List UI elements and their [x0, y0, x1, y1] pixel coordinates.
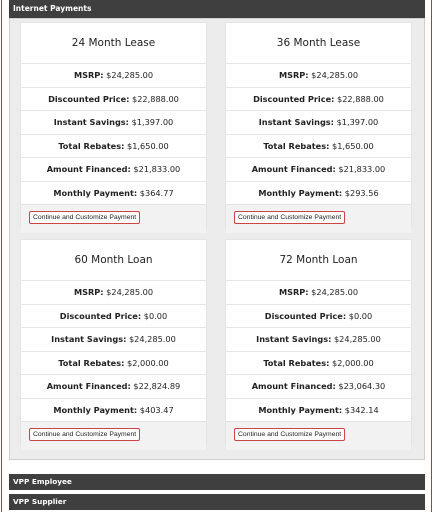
row-label: Total Rebates:	[58, 140, 125, 151]
amount-financed-row	[21, 374, 206, 398]
monthly-payment-row	[226, 398, 411, 422]
row-label: Instant Savings:	[258, 117, 334, 127]
card-footer	[226, 421, 411, 450]
frame-border-left	[1, 0, 2, 512]
amount-financed-row	[226, 374, 411, 398]
continue-customize-payment-button[interactable]: Continue and Customize Payment	[29, 428, 140, 441]
row-label: Monthly Payment:	[258, 404, 343, 415]
row-label: Total Rebates:	[263, 140, 330, 151]
row-label: Discounted Price:	[253, 93, 335, 104]
row-label: MSRP:	[278, 70, 309, 80]
card-title: 60 Month Loan	[21, 240, 206, 280]
payment-card-60-month-loan	[20, 239, 207, 445]
row-label: Instant Savings:	[256, 334, 332, 344]
msrp-row	[226, 63, 411, 87]
card-footer	[226, 204, 411, 233]
vpp-employee-title: VPP Employee	[13, 477, 72, 486]
row-label: MSRP:	[73, 70, 104, 80]
row-value: $24,285.00	[311, 70, 359, 80]
total-rebates-row	[21, 351, 206, 375]
row-label: MSRP:	[73, 287, 104, 297]
continue-customize-payment-button[interactable]: Continue and Customize Payment	[29, 211, 140, 224]
row-value: $364.77	[139, 187, 174, 198]
row-label: Discounted Price:	[59, 310, 142, 321]
row-value: $0.00	[348, 310, 373, 321]
monthly-payment-row	[21, 181, 206, 205]
row-label: Amount Financed:	[46, 381, 131, 391]
total-rebates-row	[226, 134, 411, 158]
payment-card-36-month-lease	[225, 22, 412, 228]
instant-savings-row	[226, 327, 411, 351]
row-value: $1,397.00	[336, 117, 379, 127]
vpp-supplier-title: VPP Supplier	[13, 497, 67, 506]
frame-border-right	[431, 0, 432, 512]
msrp-row	[226, 280, 411, 304]
card-footer	[21, 204, 206, 233]
amount-financed-row	[21, 157, 206, 181]
amount-financed-row	[226, 157, 411, 181]
discounted-price-row	[21, 304, 206, 328]
row-value: $1,397.00	[131, 117, 174, 127]
row-value: $24,285.00	[311, 287, 359, 297]
row-value: $21,833.00	[338, 164, 386, 174]
row-label: Monthly Payment:	[258, 187, 343, 198]
msrp-row	[21, 63, 206, 87]
monthly-payment-row	[21, 398, 206, 422]
discounted-price-row	[226, 87, 411, 111]
row-value: $2,000.00	[332, 357, 374, 368]
card-title: 72 Month Loan	[226, 240, 411, 280]
internet-payments-title: Internet Payments	[13, 4, 92, 13]
row-value: $0.00	[143, 310, 168, 321]
total-rebates-row	[226, 351, 411, 375]
row-label: Instant Savings:	[51, 334, 127, 344]
instant-savings-row	[226, 110, 411, 134]
continue-customize-payment-button[interactable]: Continue and Customize Payment	[234, 428, 345, 441]
row-value: $1,650.00	[127, 140, 169, 151]
total-rebates-row	[21, 134, 206, 158]
row-value: $1,650.00	[332, 140, 374, 151]
row-label: Instant Savings:	[53, 117, 129, 127]
row-value: $24,285.00	[106, 287, 154, 297]
card-title: 24 Month Lease	[21, 23, 206, 63]
row-value: $22,888.00	[132, 93, 179, 104]
monthly-payment-row	[226, 181, 411, 205]
continue-customize-payment-button[interactable]: Continue and Customize Payment	[234, 211, 345, 224]
payment-card-72-month-loan	[225, 239, 412, 445]
row-value: $24,285.00	[128, 334, 176, 344]
row-value: $2,000.00	[127, 357, 169, 368]
row-value: $22,888.00	[337, 93, 384, 104]
row-label: Total Rebates:	[263, 357, 330, 368]
row-label: Monthly Payment:	[53, 187, 138, 198]
vpp-supplier-section[interactable]	[9, 494, 425, 510]
row-value: $293.56	[344, 187, 379, 198]
row-label: Total Rebates:	[58, 357, 125, 368]
discounted-price-row	[226, 304, 411, 328]
internet-payments-header[interactable]	[9, 0, 425, 18]
discounted-price-row	[21, 87, 206, 111]
row-value: $22,824.89	[133, 381, 181, 391]
internet-payments-panel	[9, 18, 425, 460]
row-label: Discounted Price:	[48, 93, 130, 104]
row-value: $342.14	[344, 404, 379, 415]
card-footer	[21, 421, 206, 450]
row-value: $24,285.00	[333, 334, 381, 344]
row-label: MSRP:	[278, 287, 309, 297]
row-label: Amount Financed:	[46, 164, 131, 174]
row-label: Amount Financed:	[251, 381, 336, 391]
card-title: 36 Month Lease	[226, 23, 411, 63]
instant-savings-row	[21, 110, 206, 134]
vpp-employee-section[interactable]	[9, 474, 425, 490]
row-label: Amount Financed:	[251, 164, 336, 174]
row-value: $21,833.00	[133, 164, 181, 174]
row-label: Monthly Payment:	[53, 404, 138, 415]
row-value: $24,285.00	[106, 70, 154, 80]
instant-savings-row	[21, 327, 206, 351]
row-value: $23,064.30	[338, 381, 386, 391]
msrp-row	[21, 280, 206, 304]
payment-card-24-month-lease	[20, 22, 207, 228]
row-value: $403.47	[139, 404, 174, 415]
row-label: Discounted Price:	[264, 310, 347, 321]
